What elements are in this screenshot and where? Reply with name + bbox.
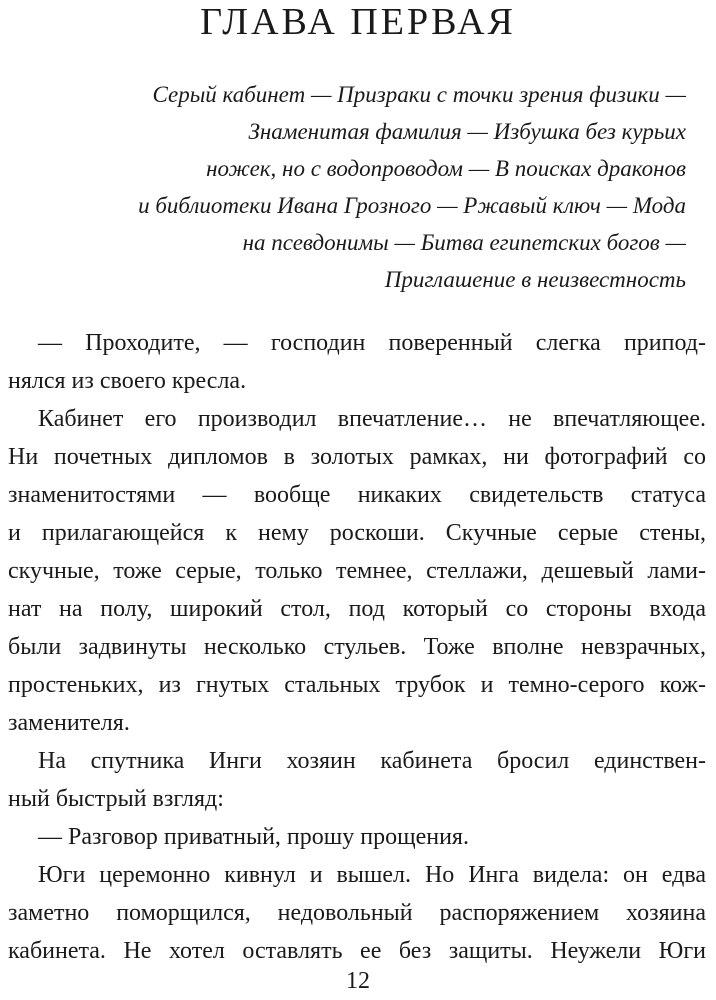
synopsis-line: Приглашение в неизвестность [384,267,686,292]
text-line: заметно поморщился, недовольный распоряжением хозяина [8,900,706,926]
text-line: Кабинет его производил впечатление… не впечатляющее. [38,406,706,432]
text-line: — Разговор приватный, прошу прощения. [38,824,469,850]
synopsis-line: Знаменитая фамилия — Избушка без курьих [248,119,686,144]
text-line: нялся из своего кресла. [8,368,247,394]
text-line: и прилагающейся к нему роскоши. Скучные серые стены, [8,520,706,546]
text-line: нат на полу, широкий стол, под который со стороны входа [8,596,706,622]
body-text [8,324,706,970]
text-line: Юги церемонно кивнул и вышел. Но Инга видела: он едва [38,862,706,888]
chapter-synopsis [46,76,686,298]
text-line: — Проходите, — господин поверенный слегка припод- [38,330,706,356]
text-line: были задвинуты несколько стульев. Тоже вполне невзрачных, [8,634,706,660]
text-line: кабинета. Не хотел оставлять ее без защиты. Неужели Юги [8,938,706,964]
synopsis-line: Серый кабинет — Призраки с точки зрения физики — [152,82,686,107]
chapter-title: ГЛАВА ПЕРВАЯ [200,1,516,43]
text-line: Ни почетных дипломов в золотых рамках, ни фотографий со [8,444,706,470]
text-line: На спутника Инги хозяин кабинета бросил единствен- [38,748,706,774]
text-line: скучные, тоже серые, только темнее, стеллажи, дешевый лами- [8,558,706,584]
page-number: 12 [346,968,370,994]
synopsis-line: и библиотеки Ивана Грозного — Ржавый ключ — Мода [138,193,686,218]
synopsis-line: ножек, но с водопроводом — В поисках драконов [206,156,686,181]
synopsis-line: на псевдонимы — Битва египетских богов — [242,230,686,255]
text-line: заменителя. [8,710,130,736]
text-line: простеньких, из гнутых стальных трубок и темно-серого кож- [8,672,706,698]
text-line: ный быстрый взгляд: [8,786,224,812]
text-line: знаменитостями — вообще никаких свидетельств статуса [8,482,706,508]
